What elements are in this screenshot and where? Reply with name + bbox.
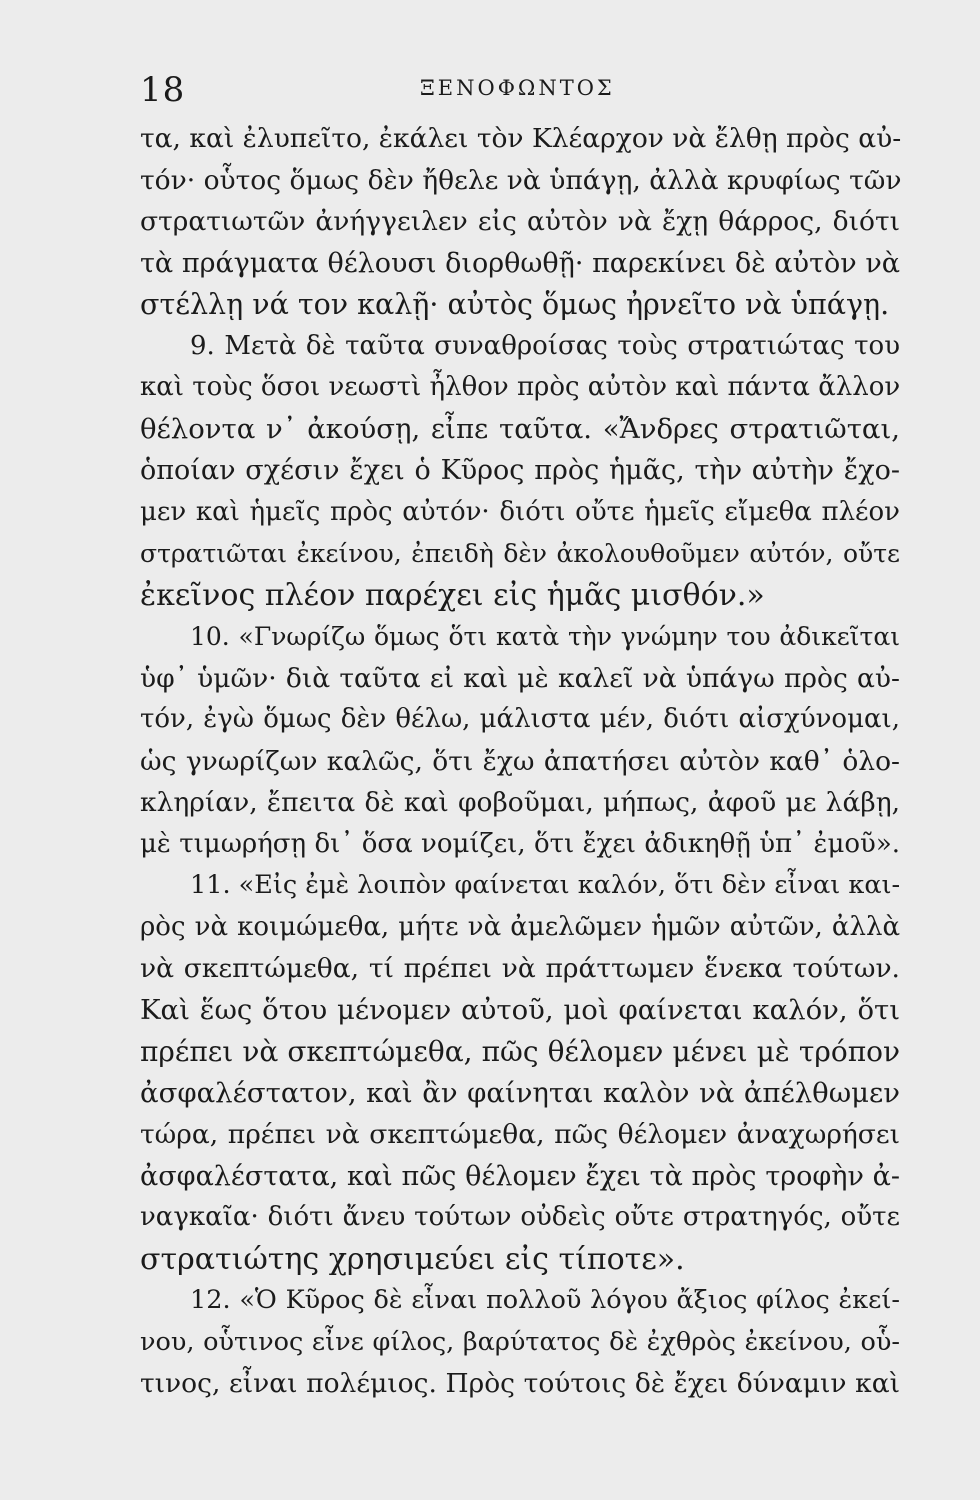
text-line: κληρίαν, ἔπειτα δὲ καὶ φοβοῦμαι, μήπως, ἀφοῦ με λάβῃ,	[140, 787, 900, 818]
text-line: μεν καὶ ἡμεῖς πρὸς αὐτόν· διότι οὔτε ἡμεῖς εἴμεθα πλέον	[140, 496, 900, 527]
text-line: πρέπει νὰ σκεπτώμεθα, πῶς θέλομεν μένει μὲ τρόπον	[140, 1035, 900, 1068]
text-line: ὡς γνωρίζων καλῶς, ὅτι ἔχω ἀπατήσει αὐτὸν καθ᾽ ὁλο-	[140, 745, 900, 777]
text-line: νὰ σκεπτώμεθα, τί πρέπει νὰ πράττωμεν ἕνεκα τούτων.	[140, 953, 900, 984]
paragraph-9-start: 9. Μετὰ δὲ ταῦτα συναθροίσας τοὺς στρατιώτας του	[190, 330, 900, 361]
text-line: Καὶ ἕως ὅτου μένομεν αὐτοῦ, μοὶ φαίνεται καλόν, ὅτι	[140, 993, 900, 1026]
text-line: στρατιώτης χρησιμεύει εἰς τίποτε».	[140, 1241, 685, 1277]
text-line: τα, καὶ ἐλυπεῖτο, ἐκάλει τὸν Κλέαρχον νὰ ἔλθῃ πρὸς αὐ-	[140, 123, 902, 154]
text-line: μὲ τιμωρήσῃ δι᾽ ὅσα νομίζει, ὅτι ἔχει ἀδικηθῇ ὑπ᾽ ἐμοῦ».	[140, 828, 900, 859]
page-number: 18	[140, 70, 186, 110]
body-text	[140, 118, 900, 1405]
text-line: ἀσφαλέστατα, καὶ πῶς θέλομεν ἔχει τὰ πρὸς τροφὴν ἀ-	[140, 1160, 900, 1192]
paragraph-10-start: 10. «Γνωρίζω ὅμως ὅτι κατὰ τὴν γνώμην του ἀδικεῖται	[190, 622, 900, 651]
text-line: νου, οὗτινος εἶνε φίλος, βαρύτατος δὲ ἐχθρὸς ἐκείνου, οὗ-	[140, 1326, 900, 1357]
text-line: τὰ πράγματα θέλουσι διορθωθῇ· παρεκίνει δὲ αὐτὸν νὰ	[140, 247, 900, 279]
running-title: ΞΕΝΟΦΩΝΤΟΣ	[420, 76, 615, 100]
text-line: θέλοντα ν᾽ ἀκούσῃ, εἶπε ταῦτα. «Ἄνδρες στρατιῶται,	[140, 412, 900, 445]
text-line: ἀσφαλέστατον, καὶ ἂν φαίνηται καλὸν νὰ ἀπέλθωμεν	[140, 1076, 900, 1109]
text-line: στρατιωτῶν ἀνήγγειλεν εἰς αὐτὸν νὰ ἔχῃ θάρρος, διότι	[140, 206, 900, 237]
text-line: τόν· οὗτος ὅμως δὲν ἤθελε νὰ ὑπάγῃ, ἀλλὰ κρυφίως τῶν	[140, 164, 902, 196]
text-line: τινος, εἶναι πολέμιος. Πρὸς τούτοις δὲ ἔχει δύναμιν καὶ	[140, 1368, 900, 1399]
text-line: στρατιῶται ἐκείνου, ἐπειδὴ δὲν ἀκολουθοῦμεν αὐτόν, οὔτε	[140, 539, 900, 568]
text-line: τόν, ἐγὼ ὅμως δὲν θέλω, μάλιστα μέν, διότι αἰσχύνομαι,	[140, 704, 900, 734]
paragraph-11-start: 11. «Εἰς ἐμὲ λοιπὸν φαίνεται καλόν, ὅτι δὲν εἶναι και-	[190, 870, 901, 900]
text-line: ἐκεῖνος πλέον παρέχει εἰς ἡμᾶς μισθόν.»	[140, 577, 765, 613]
text-line: ρὸς νὰ κοιμώμεθα, μήτε νὰ ἀμελῶμεν ἡμῶν αὐτῶν, ἀλλὰ	[140, 911, 900, 942]
text-line: ναγκαῖα· διότι ἄνευ τούτων οὐδεὶς οὔτε στρατηγός, οὔτε	[140, 1202, 900, 1232]
text-line: στέλλῃ νά τον καλῇ· αὐτὸς ὅμως ἠρνεῖτο νὰ ὑπάγῃ.	[140, 288, 890, 321]
text-line: τώρα, πρέπει νὰ σκεπτώμεθα, πῶς θέλομεν ἀναχωρήσει	[140, 1119, 900, 1150]
text-line: ὁποίαν σχέσιν ἔχει ὁ Κῦρος πρὸς ἡμᾶς, τὴν αὐτὴν ἔχο-	[140, 455, 900, 486]
page-header	[140, 70, 900, 118]
text-line: ὑφ᾽ ὑμῶν· διὰ ταῦτα εἰ καὶ μὲ καλεῖ νὰ ὑπάγω πρὸς αὐ-	[140, 662, 900, 694]
paragraph-12-start: 12. «Ὁ Κῦρος δὲ εἶναι πολλοῦ λόγου ἄξιος φίλος ἐκεί-	[190, 1285, 900, 1315]
text-line: καὶ τοὺς ὅσοι νεωστὶ ἦλθον πρὸς αὐτὸν καὶ πάντα ἄλλον	[140, 372, 901, 402]
